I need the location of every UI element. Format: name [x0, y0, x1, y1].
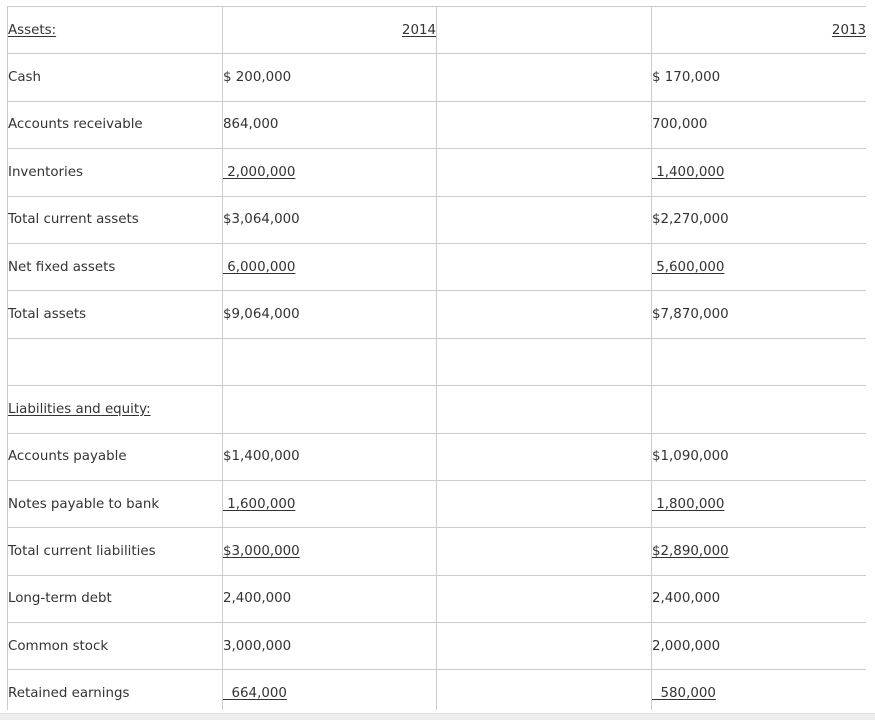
value-2014-cell — [223, 291, 437, 338]
spacer-cell — [437, 623, 652, 670]
value-2013-cell — [652, 480, 867, 527]
value-2013: 2,000,000 — [652, 638, 721, 654]
table-row — [8, 101, 867, 148]
value-2013: $7,870,000 — [652, 307, 729, 323]
spacer-cell — [437, 196, 652, 243]
value-2014: 1,600,000 — [223, 496, 296, 512]
balance-sheet — [7, 6, 866, 710]
spacer-cell — [437, 670, 652, 710]
spacer-cell — [437, 433, 652, 480]
value-2013: $ 170,000 — [652, 70, 721, 86]
value-2013-cell — [652, 386, 867, 433]
header-2014-cell — [223, 7, 437, 54]
value-2014-cell — [223, 433, 437, 480]
value-2013: $2,270,000 — [652, 212, 729, 228]
value-2013: $1,090,000 — [652, 449, 729, 465]
value-2013: 700,000 — [652, 117, 708, 133]
value-2013: 2,400,000 — [652, 591, 721, 607]
value-2013: $2,890,000 — [652, 543, 729, 559]
balance-sheet-table — [7, 6, 866, 710]
table-row — [8, 54, 867, 101]
row-label-cell — [8, 291, 223, 338]
value-2014-cell — [223, 196, 437, 243]
row-label-cell — [8, 243, 223, 290]
spacer-cell — [437, 149, 652, 196]
value-2014: $9,064,000 — [223, 307, 300, 323]
table-row — [8, 575, 867, 622]
row-label: Accounts receivable — [8, 117, 143, 133]
value-2014: $3,064,000 — [223, 212, 300, 228]
table-row — [8, 338, 867, 385]
value-2013-cell — [652, 101, 867, 148]
value-2013: 580,000 — [652, 686, 716, 702]
row-label-cell — [8, 670, 223, 710]
row-label-cell — [8, 433, 223, 480]
row-label-cell — [8, 149, 223, 196]
year-2013-heading: 2013 — [831, 22, 866, 38]
header-2013-cell — [652, 7, 867, 54]
row-label-cell — [8, 480, 223, 527]
table-row — [8, 386, 867, 433]
value-2013: 1,800,000 — [652, 496, 725, 512]
table-row — [8, 149, 867, 196]
value-2013: 5,600,000 — [652, 259, 725, 275]
spacer-cell — [437, 480, 652, 527]
value-2014-cell — [223, 480, 437, 527]
value-2014-cell — [223, 338, 437, 385]
value-2013-cell — [652, 623, 867, 670]
year-2014-heading: 2014 — [401, 22, 436, 38]
value-2013-cell — [652, 670, 867, 710]
row-label-cell — [8, 338, 223, 385]
table-row — [8, 196, 867, 243]
row-label-cell — [8, 54, 223, 101]
value-2014-cell — [223, 575, 437, 622]
row-label: Common stock — [8, 638, 109, 654]
value-2013-cell — [652, 338, 867, 385]
table-row — [8, 623, 867, 670]
table-row — [8, 243, 867, 290]
value-2014: 2,000,000 — [223, 164, 296, 180]
value-2013: 1,400,000 — [652, 164, 725, 180]
value-2014: $ 200,000 — [223, 70, 292, 86]
spacer-cell — [437, 575, 652, 622]
row-label: Retained earnings — [8, 686, 130, 702]
header-row — [8, 7, 867, 54]
value-2014-cell — [223, 149, 437, 196]
row-label: Total current liabilities — [8, 543, 156, 559]
row-label-cell — [8, 386, 223, 433]
value-2013-cell — [652, 575, 867, 622]
table-row — [8, 670, 867, 710]
value-2014: $1,400,000 — [223, 449, 300, 465]
table-body — [8, 7, 867, 711]
table-row — [8, 291, 867, 338]
spacer-cell — [437, 243, 652, 290]
value-2014-cell — [223, 670, 437, 710]
value-2014: 2,400,000 — [223, 591, 292, 607]
row-label: Cash — [8, 70, 42, 86]
value-2013-cell — [652, 291, 867, 338]
spacer-cell — [437, 54, 652, 101]
value-2014-cell — [223, 243, 437, 290]
spacer-cell — [437, 291, 652, 338]
value-2013-cell — [652, 243, 867, 290]
row-label-cell — [8, 101, 223, 148]
value-2014-cell — [223, 528, 437, 575]
value-2014: $3,000,000 — [223, 543, 300, 559]
spacer-cell — [437, 101, 652, 148]
value-2013-cell — [652, 54, 867, 101]
row-label: Long-term debt — [8, 591, 112, 607]
row-label: Accounts payable — [8, 449, 127, 465]
row-label-cell — [8, 623, 223, 670]
row-label: Notes payable to bank — [8, 496, 160, 512]
row-label-cell — [8, 196, 223, 243]
spacer-cell — [437, 7, 652, 54]
table-row — [8, 480, 867, 527]
table-row — [8, 433, 867, 480]
row-label-cell — [8, 575, 223, 622]
value-2014: 864,000 — [223, 117, 279, 133]
spacer-cell — [437, 338, 652, 385]
spacer-cell — [437, 528, 652, 575]
value-2014: 3,000,000 — [223, 638, 292, 654]
value-2013-cell — [652, 433, 867, 480]
value-2013-cell — [652, 196, 867, 243]
value-2014-cell — [223, 101, 437, 148]
table-row — [8, 528, 867, 575]
header-label-cell — [8, 7, 223, 54]
value-2014-cell — [223, 386, 437, 433]
row-label-cell — [8, 528, 223, 575]
row-label: Total current assets — [8, 212, 139, 228]
value-2014: 6,000,000 — [223, 259, 296, 275]
row-label: Liabilities and equity: — [8, 401, 151, 417]
value-2013-cell — [652, 149, 867, 196]
value-2014: 664,000 — [223, 686, 287, 702]
assets-heading: Assets: — [8, 22, 57, 38]
value-2014-cell — [223, 54, 437, 101]
value-2014-cell — [223, 623, 437, 670]
row-label: Inventories — [8, 164, 83, 180]
row-label: Total assets — [8, 307, 87, 323]
value-2013-cell — [652, 528, 867, 575]
spacer-cell — [437, 386, 652, 433]
row-label: Net fixed assets — [8, 259, 116, 275]
